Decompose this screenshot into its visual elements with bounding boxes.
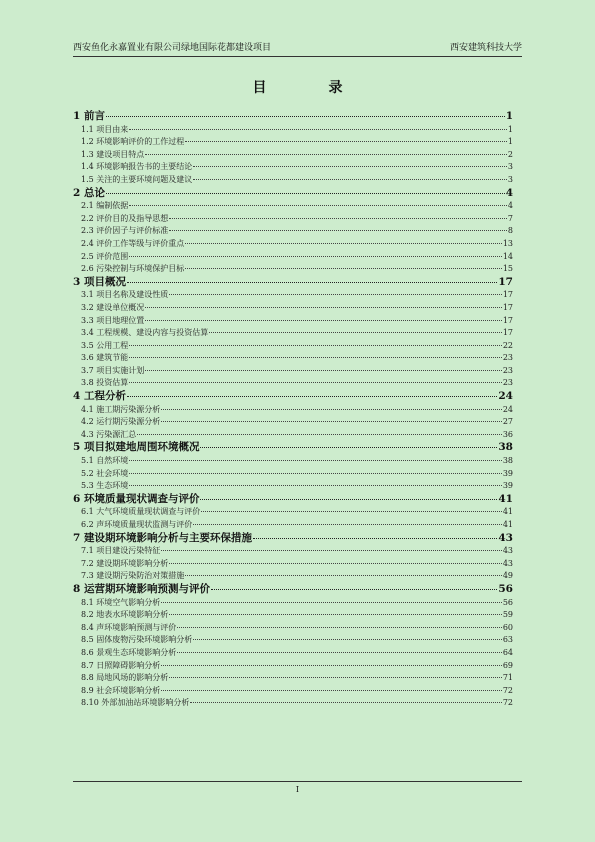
toc-entry-label: 2.5 评价范围: [81, 251, 129, 261]
toc-dot-leader: [200, 447, 497, 448]
toc-entry-page-number: 14: [502, 251, 513, 261]
toc-dot-leader: [253, 538, 497, 539]
toc-section-entry[interactable]: [73, 634, 513, 647]
toc-dot-leader: [201, 511, 502, 512]
toc-section-entry[interactable]: [73, 455, 513, 468]
toc-dot-leader: [169, 614, 502, 615]
toc-entry-page-number: 4: [507, 201, 513, 211]
toc-entry-page-number: 72: [502, 685, 513, 695]
toc-entry-label: 8.4 声环境影响预测与评价: [81, 622, 177, 632]
toc-entry-page-number: 27: [502, 417, 513, 427]
toc-entry-label: 3.7 项目实施计划: [81, 365, 145, 375]
toc-entry-page-number: 23: [502, 353, 513, 363]
table-of-contents: [73, 110, 513, 710]
toc-entry-label: 8.6 景观生态环境影响分析: [81, 647, 177, 657]
toc-entry-label: 1.2 环境影响评价的工作过程: [81, 137, 185, 147]
toc-entry-label: 6.1 大气环境质量现状调查与评价: [81, 507, 201, 517]
toc-dot-leader: [137, 434, 502, 435]
toc-entry-page-number: 24: [502, 404, 513, 414]
toc-dot-leader: [129, 345, 502, 346]
toc-entry-page-number: 3: [507, 162, 513, 172]
toc-section-entry[interactable]: [73, 468, 513, 481]
toc-entry-label: 2.6 污染控制与环境保护目标: [81, 264, 185, 274]
toc-dot-leader: [209, 332, 502, 333]
toc-entry-label: 7.1 项目建设污染特征: [81, 546, 161, 556]
toc-dot-leader: [127, 282, 497, 283]
toc-section-entry[interactable]: [73, 570, 513, 583]
toc-entry-label: 8 运营期环境影响预测与评价: [73, 582, 210, 595]
toc-entry-label: 8.1 环境空气影响分析: [81, 597, 161, 607]
toc-entry-page-number: 43: [498, 531, 513, 544]
toc-entry-label: 2.2 评价目的及指导思想: [81, 213, 169, 223]
toc-entry-label: 1.5 关注的主要环境问题及建议: [81, 174, 193, 184]
toc-entry-label: 3.2 建设单位概况: [81, 302, 145, 312]
toc-entry-label: 3.4 工程规模、建设内容与投资估算: [81, 328, 209, 338]
toc-section-entry[interactable]: [73, 506, 513, 519]
toc-dot-leader: [169, 218, 507, 219]
toc-dot-leader: [211, 589, 497, 590]
toc-entry-label: 1.1 项目由来: [81, 124, 129, 134]
toc-section-entry[interactable]: [73, 404, 513, 417]
toc-entry-page-number: 39: [502, 468, 513, 478]
toc-entry-page-number: 60: [502, 622, 513, 632]
toc-section-entry[interactable]: [73, 416, 513, 429]
toc-dot-leader: [129, 485, 502, 486]
toc-dot-leader: [193, 179, 507, 180]
toc-entry-page-number: 17: [502, 302, 513, 312]
toc-dot-leader: [106, 193, 505, 194]
toc-dot-leader: [169, 230, 507, 231]
toc-entry-label: 3.6 建筑节能: [81, 353, 129, 363]
toc-dot-leader: [169, 563, 502, 564]
toc-dot-leader: [161, 421, 502, 422]
toc-entry-label: 1.4 环境影响报告书的主要结论: [81, 162, 193, 172]
toc-section-entry[interactable]: [73, 647, 513, 660]
toc-section-entry[interactable]: [73, 558, 513, 571]
toc-entry-label: 6 环境质量现状调查与评价: [73, 492, 200, 505]
toc-dot-leader: [127, 396, 497, 397]
toc-dot-leader: [200, 499, 497, 500]
toc-entry-label: 5 项目拟建地周围环境概况: [73, 441, 200, 454]
toc-section-entry[interactable]: [73, 251, 513, 264]
toc-section-entry[interactable]: [73, 352, 513, 365]
toc-entry-label: 4.3 污染源汇总: [81, 429, 137, 439]
toc-section-entry[interactable]: [73, 263, 513, 276]
toc-dot-leader: [185, 268, 502, 269]
toc-entry-label: 2 总论: [73, 186, 105, 199]
toc-entry-label: 2.4 评价工作等级与评价重点: [81, 238, 185, 248]
toc-dot-leader: [190, 702, 501, 703]
toc-entry-page-number: 22: [502, 340, 513, 350]
toc-entry-page-number: 43: [502, 546, 513, 556]
toc-chapter-entry[interactable]: [73, 276, 513, 290]
toc-entry-page-number: 23: [502, 365, 513, 375]
toc-entry-page-number: 8: [507, 226, 513, 236]
toc-section-entry[interactable]: [73, 124, 513, 137]
toc-entry-label: 8.2 地表水环境影响分析: [81, 610, 169, 620]
toc-entry-label: 7.2 建设期环境影响分析: [81, 558, 169, 568]
toc-dot-leader: [161, 550, 502, 551]
toc-entry-label: 3.1 项目名称及建设性质: [81, 290, 169, 300]
toc-entry-label: 5.2 社会环境: [81, 468, 129, 478]
toc-section-entry[interactable]: [73, 238, 513, 251]
toc-entry-page-number: 17: [502, 328, 513, 338]
toc-entry-page-number: 17: [502, 315, 513, 325]
toc-dot-leader: [185, 141, 507, 142]
toc-entry-label: 5.3 生态环境: [81, 481, 129, 491]
toc-dot-leader: [129, 460, 502, 461]
toc-entry-page-number: 3: [507, 174, 513, 184]
toc-entry-page-number: 41: [498, 492, 513, 505]
toc-section-entry[interactable]: [73, 302, 513, 315]
toc-entry-label: 2.3 评价因子与评价标准: [81, 226, 169, 236]
toc-entry-page-number: 38: [502, 456, 513, 466]
toc-dot-leader: [161, 602, 502, 603]
toc-entry-label: 8.8 局地风场的影响分析: [81, 673, 169, 683]
toc-entry-page-number: 41: [502, 507, 513, 517]
toc-entry-label: 3 项目概况: [73, 275, 126, 288]
toc-section-entry[interactable]: [73, 660, 513, 673]
toc-dot-leader: [129, 256, 502, 257]
toc-title: 目 录: [252, 80, 367, 96]
toc-chapter-entry[interactable]: [73, 390, 513, 404]
toc-dot-leader: [129, 382, 502, 383]
toc-entry-label: 7 建设期环境影响分析与主要环保措施: [73, 531, 252, 544]
toc-entry-label: 4.2 运行期污染源分析: [81, 417, 161, 427]
toc-section-entry[interactable]: [73, 174, 513, 187]
toc-entry-label: 3.3 项目地理位置: [81, 315, 145, 325]
toc-entry-page-number: 56: [498, 582, 513, 595]
toc-dot-leader: [145, 307, 502, 308]
toc-section-entry[interactable]: [73, 377, 513, 390]
toc-entry-page-number: 72: [502, 698, 513, 708]
toc-section-entry[interactable]: [73, 480, 513, 493]
toc-dot-leader: [161, 409, 502, 410]
toc-dot-leader: [161, 690, 502, 691]
toc-entry-page-number: 38: [498, 441, 513, 454]
toc-section-entry[interactable]: [73, 545, 513, 558]
toc-entry-page-number: 56: [502, 597, 513, 607]
toc-section-entry[interactable]: [73, 327, 513, 340]
toc-dot-leader: [185, 243, 502, 244]
toc-section-entry[interactable]: [73, 672, 513, 685]
toc-chapter-entry[interactable]: [73, 187, 513, 201]
toc-dot-leader: [161, 665, 502, 666]
toc-entry-page-number: 13: [502, 238, 513, 248]
toc-section-entry[interactable]: [73, 161, 513, 174]
toc-entry-label: 3.5 公用工程: [81, 340, 129, 350]
toc-section-entry[interactable]: [73, 213, 513, 226]
toc-entry-page-number: 1: [507, 124, 513, 134]
toc-entry-label: 6.2 声环境质量现状监测与评价: [81, 520, 193, 529]
toc-section-entry[interactable]: [73, 597, 513, 610]
toc-dot-leader: [106, 116, 505, 117]
toc-dot-leader: [193, 639, 502, 640]
toc-chapter-entry[interactable]: [73, 493, 513, 507]
toc-entry-page-number: 2: [507, 149, 513, 159]
toc-dot-leader: [185, 575, 502, 576]
toc-dot-leader: [145, 154, 507, 155]
toc-entry-label: 2.1 编制依据: [81, 201, 129, 211]
toc-chapter-entry[interactable]: [73, 583, 513, 597]
toc-entry-label: 4.1 施工期污染源分析: [81, 404, 161, 414]
toc-section-entry[interactable]: [73, 340, 513, 353]
toc-section-entry[interactable]: [73, 365, 513, 378]
toc-section-entry[interactable]: [73, 136, 513, 149]
toc-entry-page-number: 64: [502, 647, 513, 657]
toc-entry-label: 5.1 自然环境: [81, 456, 129, 466]
toc-entry-page-number: 41: [502, 520, 513, 529]
toc-section-entry[interactable]: [73, 609, 513, 622]
toc-dot-leader: [145, 370, 502, 371]
page-footer: [73, 781, 522, 794]
toc-entry-page-number: 23: [502, 378, 513, 388]
toc-dot-leader: [129, 129, 507, 130]
toc-dot-leader: [177, 627, 502, 628]
toc-chapter-entry[interactable]: [73, 441, 513, 455]
toc-section-entry[interactable]: [73, 315, 513, 328]
header-project-title: 西安鱼化永嘉置业有限公司绿地国际花都建设项目: [73, 43, 272, 53]
header-organization: 西安建筑科技大学: [449, 43, 522, 53]
toc-section-entry[interactable]: [73, 697, 513, 710]
toc-entry-page-number: 39: [502, 481, 513, 491]
toc-entry-label: 3.8 投资估算: [81, 378, 129, 388]
toc-section-entry[interactable]: [73, 429, 513, 442]
toc-entry-page-number: 17: [502, 290, 513, 300]
toc-entry-label: 8.7 日照障碍影响分析: [81, 660, 161, 670]
toc-entry-page-number: 43: [502, 558, 513, 568]
toc-entry-page-number: 4: [505, 186, 513, 199]
page-number: I: [295, 785, 300, 794]
toc-entry-page-number: 36: [502, 429, 513, 439]
toc-dot-leader: [129, 205, 507, 206]
toc-entry-page-number: 7: [507, 213, 513, 223]
toc-entry-page-number: 1: [507, 137, 513, 147]
toc-entry-page-number: 17: [498, 275, 513, 288]
toc-entry-label: 1 前言: [73, 110, 105, 122]
toc-chapter-entry[interactable]: [73, 532, 513, 546]
toc-dot-leader: [193, 524, 502, 525]
toc-section-entry[interactable]: [73, 622, 513, 635]
toc-entry-page-number: 63: [502, 635, 513, 645]
toc-entry-label: 1.3 建设项目特点: [81, 149, 145, 159]
toc-dot-leader: [193, 166, 507, 167]
toc-chapter-entry[interactable]: [73, 110, 513, 124]
toc-dot-leader: [177, 652, 502, 653]
toc-dot-leader: [129, 473, 502, 474]
toc-entry-page-number: 59: [502, 610, 513, 620]
toc-entry-label: 4 工程分析: [73, 390, 126, 403]
toc-section-entry[interactable]: [73, 149, 513, 162]
toc-entry-page-number: 49: [502, 571, 513, 581]
toc-section-entry[interactable]: [73, 519, 513, 532]
toc-section-entry[interactable]: [73, 685, 513, 698]
toc-entry-label: 8.10 外部加油站环境影响分析: [81, 698, 190, 708]
page-header: [73, 40, 522, 57]
toc-section-entry[interactable]: [73, 289, 513, 302]
toc-section-entry[interactable]: [73, 200, 513, 213]
toc-entry-label: 8.5 固体废物污染环境影响分析: [81, 635, 193, 645]
toc-dot-leader: [145, 320, 502, 321]
toc-entry-label: 7.3 建设期污染防治对策措施: [81, 571, 185, 581]
toc-dot-leader: [169, 677, 502, 678]
toc-section-entry[interactable]: [73, 225, 513, 238]
toc-dot-leader: [169, 294, 502, 295]
toc-dot-leader: [129, 357, 502, 358]
toc-entry-page-number: 1: [505, 110, 513, 122]
toc-entry-page-number: 71: [502, 673, 513, 683]
toc-entry-page-number: 69: [502, 660, 513, 670]
toc-entry-page-number: 24: [498, 390, 513, 403]
toc-entry-label: 8.9 社会环境影响分析: [81, 685, 161, 695]
toc-entry-page-number: 15: [502, 264, 513, 274]
